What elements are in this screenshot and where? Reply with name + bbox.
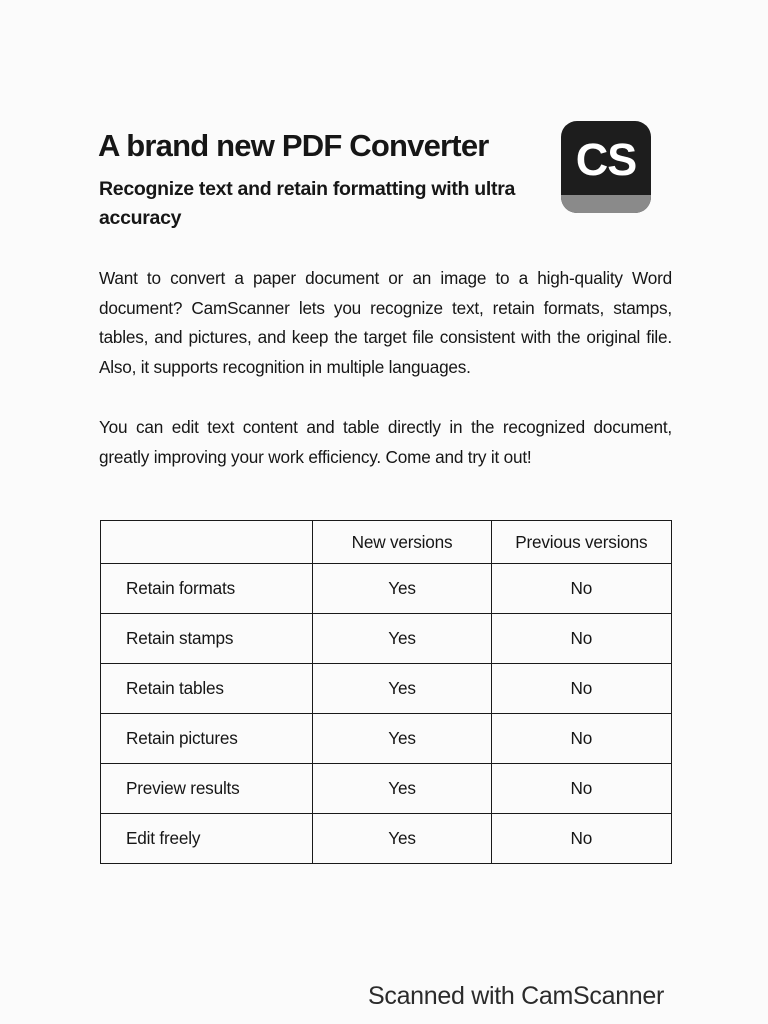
table-row bbox=[101, 664, 672, 714]
table-row bbox=[101, 714, 672, 764]
logo-text: CS bbox=[575, 134, 637, 185]
new-version-cell: Yes bbox=[313, 814, 491, 864]
new-version-cell: Yes bbox=[313, 564, 491, 614]
table-header-row bbox=[101, 521, 672, 564]
previous-version-cell: No bbox=[491, 814, 671, 864]
previous-version-cell: No bbox=[491, 664, 671, 714]
new-version-cell: Yes bbox=[313, 764, 491, 814]
previous-version-cell: No bbox=[491, 614, 671, 664]
table-row bbox=[101, 814, 672, 864]
scanner-watermark: Scanned with CamScanner bbox=[368, 982, 665, 1010]
feature-cell: Retain pictures bbox=[101, 714, 313, 764]
table-row bbox=[101, 764, 672, 814]
table-header-new-versions: New versions bbox=[313, 521, 491, 564]
camscanner-logo-icon bbox=[561, 121, 651, 213]
page-title: A brand new PDF Converter bbox=[98, 128, 489, 163]
comparison-table bbox=[100, 520, 672, 864]
table-row bbox=[101, 564, 672, 614]
intro-paragraph: Want to convert a paper document or an image to a high-quality Word document? CamScanner lets you recognize text, retain formats, stamps, tables, and pictures, and keep the target file consistent with the original file. Also, it supports recognition in multiple languages. bbox=[99, 268, 672, 377]
edit-paragraph: You can edit text content and table directly in the recognized document, greatly improving your work efficiency. Come and try it out! bbox=[99, 417, 672, 467]
new-version-cell: Yes bbox=[313, 614, 491, 664]
new-version-cell: Yes bbox=[313, 714, 491, 764]
table-header-empty bbox=[101, 521, 313, 564]
feature-cell: Edit freely bbox=[101, 814, 313, 864]
new-version-cell: Yes bbox=[313, 664, 491, 714]
feature-cell: Retain formats bbox=[101, 564, 313, 614]
logo-band bbox=[561, 195, 651, 213]
feature-cell: Preview results bbox=[101, 764, 313, 814]
table-header-previous-versions: Previous versions bbox=[491, 521, 671, 564]
previous-version-cell: No bbox=[491, 564, 671, 614]
feature-cell: Retain stamps bbox=[101, 614, 313, 664]
table-row bbox=[101, 614, 672, 664]
page-subtitle: Recognize text and retain formatting with ultra accuracy bbox=[99, 178, 516, 229]
previous-version-cell: No bbox=[491, 764, 671, 814]
feature-cell: Retain tables bbox=[101, 664, 313, 714]
previous-version-cell: No bbox=[491, 714, 671, 764]
